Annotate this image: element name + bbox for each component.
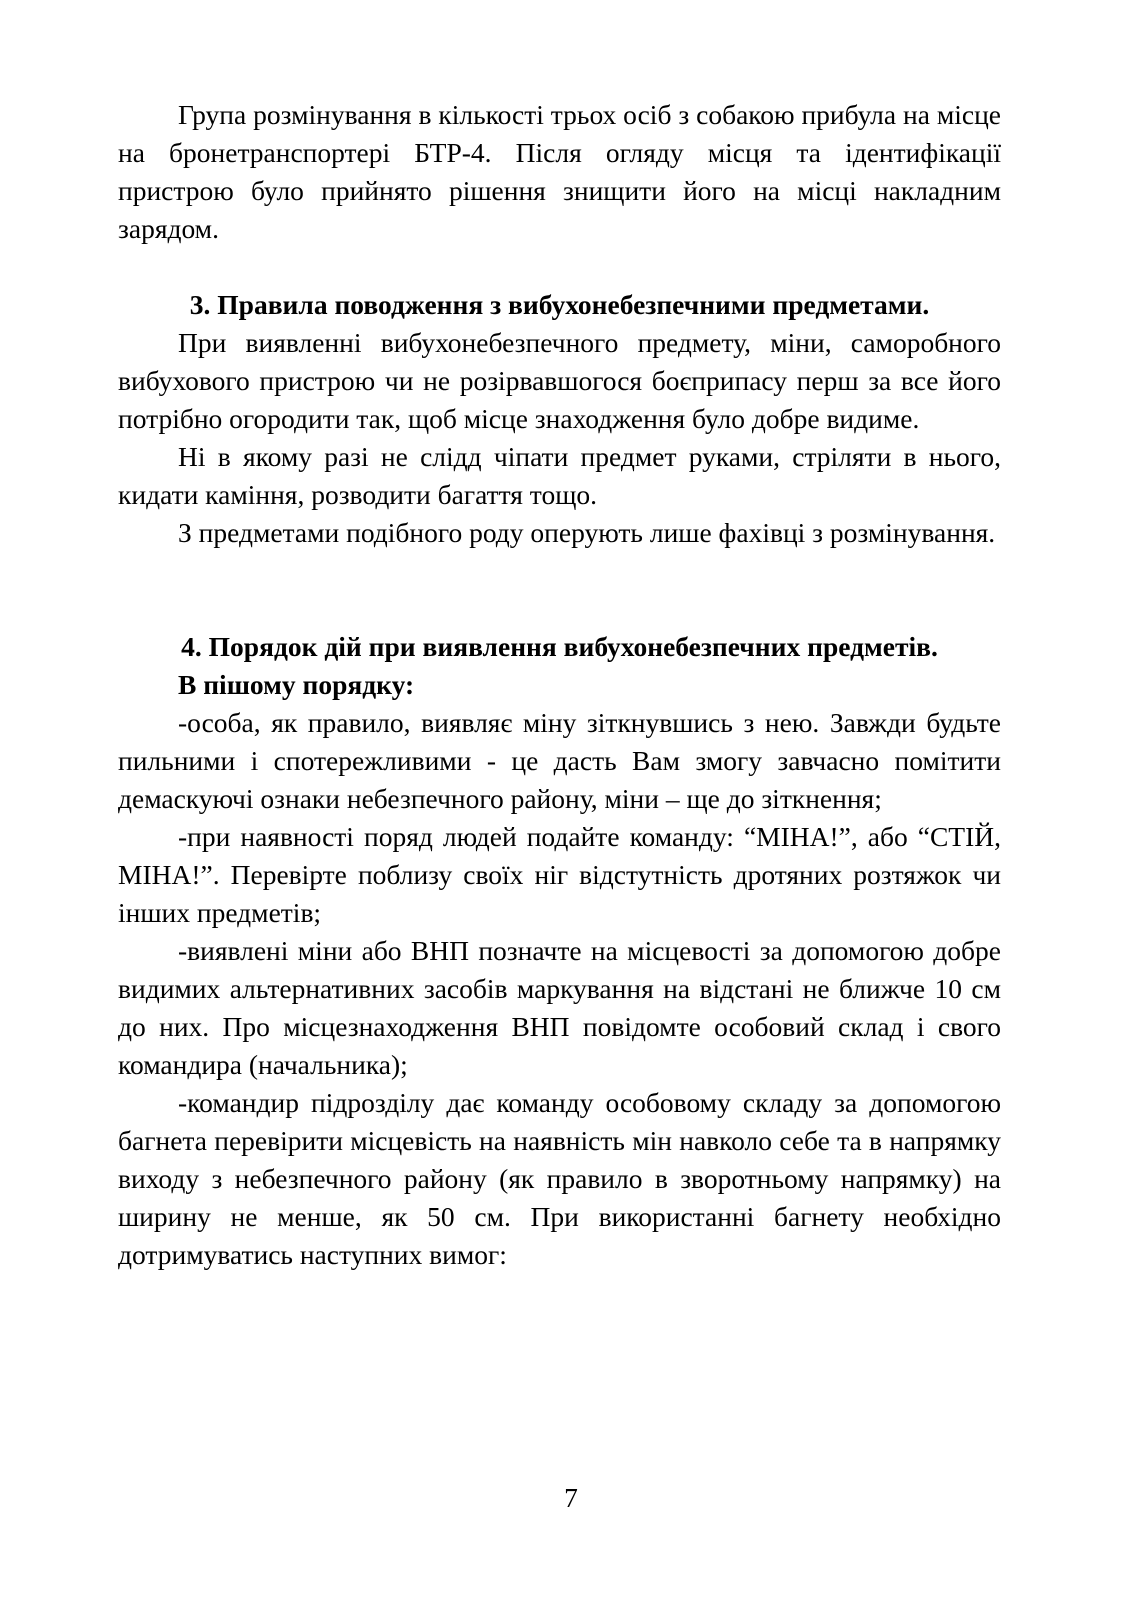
page-number: 7 xyxy=(564,1482,578,1513)
paragraph-do-not-touch: Ні в якому разі не слідд чіпати предмет руками, стріляти в нього, кидати каміння, розводити багаття тощо. xyxy=(118,441,1001,510)
heading-section-4: 4. Порядок дій при виявлення вибухонебезпечних предметів. xyxy=(181,631,938,662)
spacer xyxy=(118,248,1001,286)
bullet-shout-mine-command: -при наявності поряд людей подайте команду: “МІНА!”, або “СТІЙ, МІНА!”. Перевірте поблизу своїх ніг відстутність дротяних розтяжок чи інших предметів; xyxy=(118,821,1001,928)
bullet-mark-detected-mines: -виявлені міни або ВНП позначте на місцевості за допомогою добре видимих альтернативних засобів маркування на відстані не ближче 10 см до них. Про місцезнаходження ВНП повідомте особовий склад і свого командира (начальника); xyxy=(118,935,1001,1080)
spacer xyxy=(118,552,1001,628)
paragraph-demining-group: Група розмінування в кількості трьох осіб з собакою прибула на місце на бронетранспортері БТР-4. Після огляду місця та ідентифікації пристрою було прийнято рішення знищити його на місці накладним зарядом. xyxy=(118,99,1001,244)
heading-section-3: 3. Правила поводження з вибухонебезпечними предметами. xyxy=(189,289,930,320)
paragraph-identification-rules: При виявленні вибухонебезпечного предмету, міни, саморобного вибухового пристрою чи не розірвавшогося боєприпасу перш за все його потрібно огородити так, щоб місце знаходження було добре видиме. xyxy=(118,327,1001,434)
bullet-commander-bayonet-order: -командир підрозділу дає команду особовому складу за допомогою багнета перевірити місцевість на наявність мін навколо себе та в напрямку виходу з небезпечного району (як правило в зворотньому напрямку) на ширину не менше, як 50 см. При використанні багнету необхідно дотримуватись наступних вимог: xyxy=(118,1087,1001,1270)
paragraph-specialists-only: З предметами подібного роду оперують лише фахівці з розмінування. xyxy=(178,517,996,548)
page-content xyxy=(118,96,1001,1274)
subheading-on-foot-order: В пішому порядку: xyxy=(178,669,415,700)
bullet-person-detects-mine: -особа, як правило, виявляє міну зіткнувшись з нею. Завжди будьте пильними і спотережливими - це дасть Вам змогу завчасно помітити демаскуючі ознаки небезпечного району, міни – ще до зіткнення; xyxy=(118,707,1001,814)
